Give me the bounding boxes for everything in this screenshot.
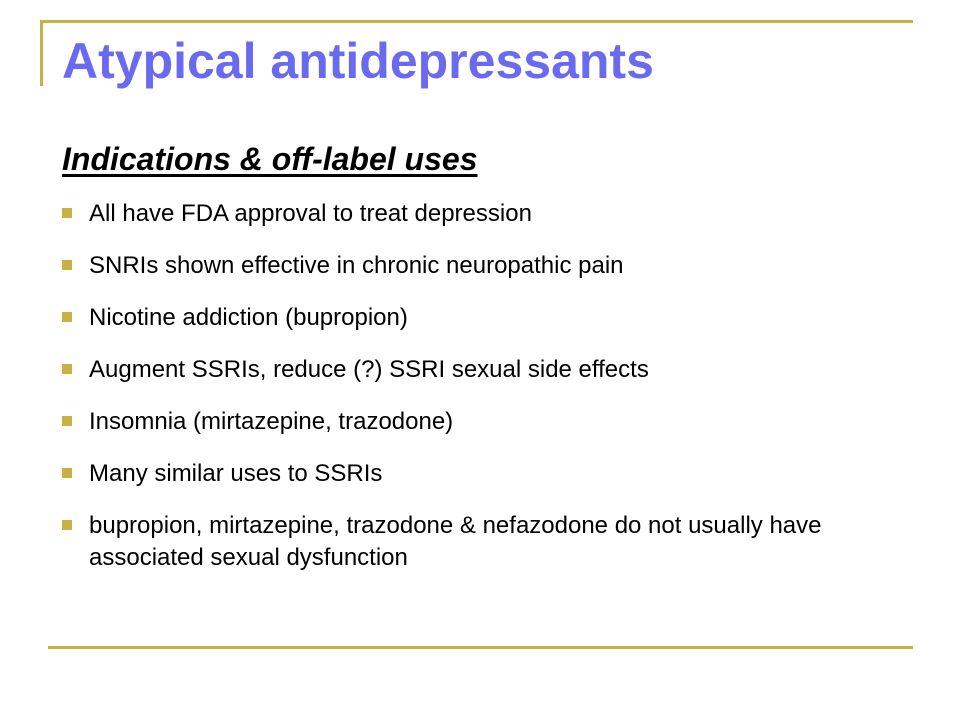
bullet-text: All have FDA approval to treat depression — [89, 200, 532, 227]
bullet-text: Augment SSRIs, reduce (?) SSRI sexual side effects — [89, 356, 649, 383]
bullet-item — [62, 250, 922, 282]
top-horizontal-rule — [40, 20, 913, 23]
square-bullet-icon — [62, 260, 72, 270]
bullet-list — [62, 198, 922, 594]
square-bullet-icon — [62, 364, 72, 374]
slide-subtitle: Indications & off-label uses — [62, 141, 478, 177]
bullet-text: Nicotine addiction (bupropion) — [89, 304, 408, 331]
bullet-item — [62, 510, 922, 574]
square-bullet-icon — [62, 520, 72, 530]
slide-title: Atypical antidepressants — [62, 33, 654, 89]
bullet-text: bupropion, mirtazepine, trazodone & nefazodone do not usually have associated sexual dysfunction — [89, 512, 822, 571]
bullet-text: Insomnia (mirtazepine, trazodone) — [89, 408, 454, 435]
square-bullet-icon — [62, 312, 72, 322]
bullet-text: SNRIs shown effective in chronic neuropathic pain — [89, 252, 624, 279]
square-bullet-icon — [62, 208, 72, 218]
bullet-item — [62, 458, 922, 490]
bullet-item — [62, 198, 922, 230]
bullet-text: Many similar uses to SSRIs — [89, 460, 383, 487]
square-bullet-icon — [62, 468, 72, 478]
bullet-item — [62, 406, 922, 438]
bottom-horizontal-rule — [48, 646, 913, 649]
square-bullet-icon — [62, 416, 72, 426]
bullet-item — [62, 302, 922, 334]
top-left-vertical-rule — [40, 20, 43, 86]
bullet-item — [62, 354, 922, 386]
